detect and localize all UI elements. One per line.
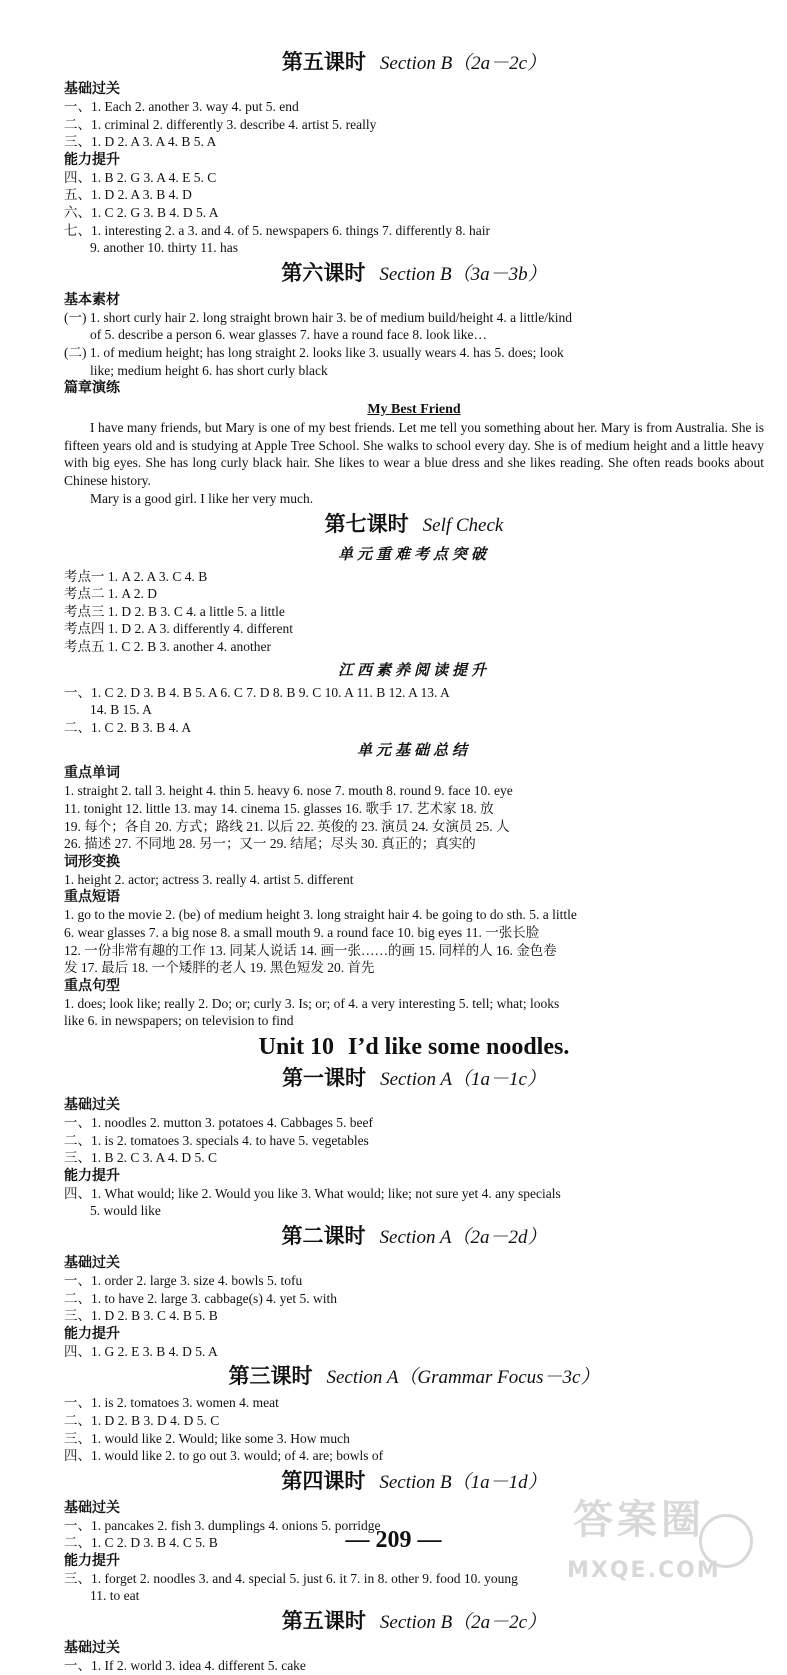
lesson-heading	[64, 1222, 764, 1252]
section-label: Section A（2a－2d）	[379, 1226, 547, 1248]
section-label: Section A（Grammar Focus－3c）	[326, 1367, 600, 1389]
answer-line-continued: of 5. describe a person 6. wear glasses 7. have a round face 8. look like…	[90, 327, 487, 343]
unit-heading	[64, 1032, 764, 1062]
answer-line: 考点二 1. A 2. D	[64, 586, 158, 602]
lesson-number: 第五课时	[281, 1608, 366, 1634]
answer-line: 1. straight 2. tall 3. height 4. thin 5. heavy 6. nose 7. mouth 8. round 9. face 10. eye	[64, 783, 513, 799]
answer-line: 五、1. D 2. A 3. B 4. D	[64, 187, 192, 203]
answer-line: 二、1. criminal 2. differently 3. describe 4. artist 5. really	[64, 116, 377, 132]
answer-line: 一、1. pancakes 2. fish 3. dumplings 4. onions 5. porridge	[64, 1517, 381, 1533]
section-label: Self Check	[422, 514, 504, 536]
answer-line: 四、1. G 2. E 3. B 4. D 5. A	[64, 1343, 218, 1359]
section-label: Section B（1a－1d）	[379, 1471, 547, 1493]
lesson-number: 第四课时	[281, 1467, 366, 1493]
essay-paragraph: Mary is a good girl. I like her very much.	[90, 490, 314, 506]
section-label: Section B（2a－2c）	[379, 1612, 547, 1634]
answer-line: 一、1. noodles 2. mutton 3. potatoes 4. Cabbages 5. beef	[64, 1114, 373, 1130]
answer-line: 六、1. C 2. G 3. B 4. D 5. A	[64, 204, 219, 220]
lesson-heading	[64, 1064, 764, 1094]
lesson-number: 第二课时	[281, 1222, 366, 1248]
answer-line: 二、1. C 2. D 3. B 4. C 5. B	[64, 1535, 218, 1551]
subsection-heading: 基础过关	[64, 1096, 120, 1113]
answer-line: 四、1. would like 2. to go out 3. would; of 4. are; bowls of	[64, 1448, 384, 1464]
answer-line: (二) 1. of medium height; has long straight 2. looks like 3. usually wears 4. has 5. does; look	[64, 344, 564, 360]
answer-line: 二、1. D 2. B 3. D 4. D 5. C	[64, 1412, 220, 1428]
answer-line-continued: 5. would like	[90, 1203, 161, 1219]
answer-line-continued: 14. B 15. A	[90, 702, 152, 718]
subsection-heading: 重点句型	[64, 977, 120, 994]
answer-line: 1. go to the movie 2. (be) of medium height 3. long straight hair 4. be going to do sth. 5. a little	[64, 907, 577, 923]
essay-body	[64, 419, 764, 508]
part-heading: 江西素养阅读提升	[337, 660, 490, 679]
answer-line: 1. height 2. actor; actress 3. really 4. artist 5. different	[64, 871, 354, 887]
answer-line: 考点五 1. C 2. B 3. another 4. another	[64, 639, 271, 655]
section-label: Section B（2a－2c）	[379, 53, 547, 74]
answer-line: 四、1. What would; like 2. Would you like 3. What would; like; not sure yet 4. any specials	[64, 1185, 561, 1201]
essay-title: My Best Friend	[367, 402, 461, 418]
subsection-heading: 基础过关	[64, 81, 120, 97]
lesson-number: 第三课时	[228, 1363, 313, 1389]
subsection-heading: 基础过关	[64, 1640, 120, 1657]
unit-number: Unit 10	[258, 1033, 334, 1060]
answer-line: 11. tonight 12. little 13. may 14. cinema 15. glasses 16. 歌手 17. 艺术家 18. 放	[64, 801, 494, 817]
subsection-heading: 基础过关	[64, 1254, 120, 1271]
answer-line: 19. 每个；各自 20. 方式；路线 21. 以后 22. 英俊的 23. 演员 24. 女演员 25. 人	[64, 818, 510, 834]
subsection-heading: 能力提升	[64, 1552, 120, 1569]
answer-line-continued: like; medium height 6. has short curly black	[90, 362, 328, 378]
answer-line: like 6. in newspapers; on television to find	[64, 1013, 294, 1029]
lesson-heading	[64, 1362, 764, 1392]
lesson-number: 第五课时	[281, 49, 366, 74]
answer-line: 一、1. Each 2. another 3. way 4. put 5. end	[64, 99, 299, 114]
answer-page	[64, 46, 764, 1675]
subsection-heading: 篇章演练	[64, 380, 120, 397]
answer-line: 考点三 1. D 2. B 3. C 4. a little 5. a little	[64, 603, 285, 619]
lesson-heading	[64, 510, 764, 540]
answer-line: 三、1. forget 2. noodles 3. and 4. special 5. just 6. it 7. in 8. other 9. food 10. young	[64, 1570, 518, 1586]
watermark-url: MXQE.COM	[567, 1558, 721, 1583]
lesson-number: 第六课时	[281, 259, 366, 285]
subsection-heading: 基础过关	[64, 1499, 120, 1516]
part-heading: 单元基础总结	[356, 741, 471, 760]
subsection-heading: 能力提升	[64, 151, 120, 168]
page-number: — 209 —	[345, 1527, 442, 1553]
answer-line: 考点四 1. D 2. A 3. differently 4. different	[64, 621, 293, 637]
answer-line: 26. 描述 27. 不同地 28. 另一；又一 29. 结尾；尽头 30. 真正的；真实的	[64, 836, 476, 852]
watermark-text: 答案圈	[573, 1497, 705, 1543]
part-heading: 单元重难考点突破	[337, 544, 490, 563]
answer-line: 一、1. is 2. tomatoes 3. women 4. meat	[64, 1395, 279, 1411]
answer-line: 一、1. order 2. large 3. size 4. bowls 5. tofu	[64, 1272, 303, 1288]
subsection-heading: 基本素材	[64, 291, 120, 308]
lesson-heading	[64, 48, 764, 78]
section-label: Section B（3a－3b）	[379, 263, 547, 285]
answer-line: 二、1. is 2. tomatoes 3. specials 4. to have 5. vegetables	[64, 1132, 369, 1148]
section-label: Section A（1a－1c）	[380, 1068, 546, 1090]
answer-line: 一、1. If 2. world 3. idea 4. different 5. cake	[64, 1658, 306, 1674]
subsection-heading: 能力提升	[64, 1325, 120, 1342]
answer-line: 三、1. D 2. A 3. A 4. B 5. A	[64, 134, 217, 150]
subsection-heading: 重点单词	[64, 765, 120, 782]
answer-line: 三、1. would like 2. Would; like some 3. How much	[64, 1430, 350, 1446]
subsection-heading: 能力提升	[64, 1167, 120, 1184]
answer-line: (一) 1. short curly hair 2. long straight brown hair 3. be of medium build/height 4. a little/kind	[64, 309, 573, 325]
answer-line: 二、1. to have 2. large 3. cabbage(s) 4. yet 5. with	[64, 1290, 338, 1306]
answer-line-continued: 11. to eat	[90, 1588, 140, 1604]
answer-line: 发 17. 最后 18. 一个矮胖的老人 19. 黑色短发 20. 首先	[64, 960, 375, 976]
lesson-heading	[64, 1607, 764, 1637]
essay-paragraph: I have many friends, but Mary is one of my best friends. Let me tell you something about her. Mary is from Australia. She is fifteen years old and is studying at Apple Tree School. She walks to school every day. She is of medium height and a little heavy with big eyes. She has long curly black hair. She likes to wear a blue dress and she likes reading. She often reads books about Chinese history.	[64, 419, 764, 489]
answer-line: 三、1. B 2. C 3. A 4. D 5. C	[64, 1150, 218, 1166]
answer-line: 6. wear glasses 7. a big nose 8. a small mouth 9. a round face 10. big eyes 11. 一张长脸	[64, 925, 540, 941]
answer-line: 三、1. D 2. B 3. C 4. B 5. B	[64, 1308, 218, 1324]
answer-line: 四、1. B 2. G 3. A 4. E 5. C	[64, 169, 217, 185]
subsection-heading: 词形变换	[64, 853, 120, 870]
answer-line: 一、1. C 2. D 3. B 4. B 5. A 6. C 7. D 8. B 9. C 10. A 11. B 12. A 13. A	[64, 684, 450, 700]
answer-line: 考点一 1. A 2. A 3. C 4. B	[64, 568, 208, 584]
answer-line-continued: 9. another 10. thirty 11. has	[90, 240, 238, 256]
answer-line: 七、1. interesting 2. a 3. and 4. of 5. newspapers 6. things 7. differently 8. hair	[64, 222, 491, 238]
answer-line: 1. does; look like; really 2. Do; or; curly 3. Is; or; of 4. a very interesting 5. tell; what; looks	[64, 995, 560, 1011]
answer-line: 12. 一份非常有趣的工作 13. 同某人说话 14. 画一张……的画 15. 同样的人 16. 金色卷	[64, 942, 557, 958]
lesson-heading	[64, 259, 764, 289]
lesson-number: 第七课时	[324, 510, 409, 536]
answer-line: 二、1. C 2. B 3. B 4. A	[64, 719, 192, 735]
lesson-number: 第一课时	[282, 1064, 367, 1090]
lesson-heading	[64, 1467, 764, 1497]
unit-title: I’d like some noodles.	[347, 1033, 570, 1060]
watermark-logo	[553, 1497, 773, 1592]
subsection-heading: 重点短语	[64, 889, 120, 906]
